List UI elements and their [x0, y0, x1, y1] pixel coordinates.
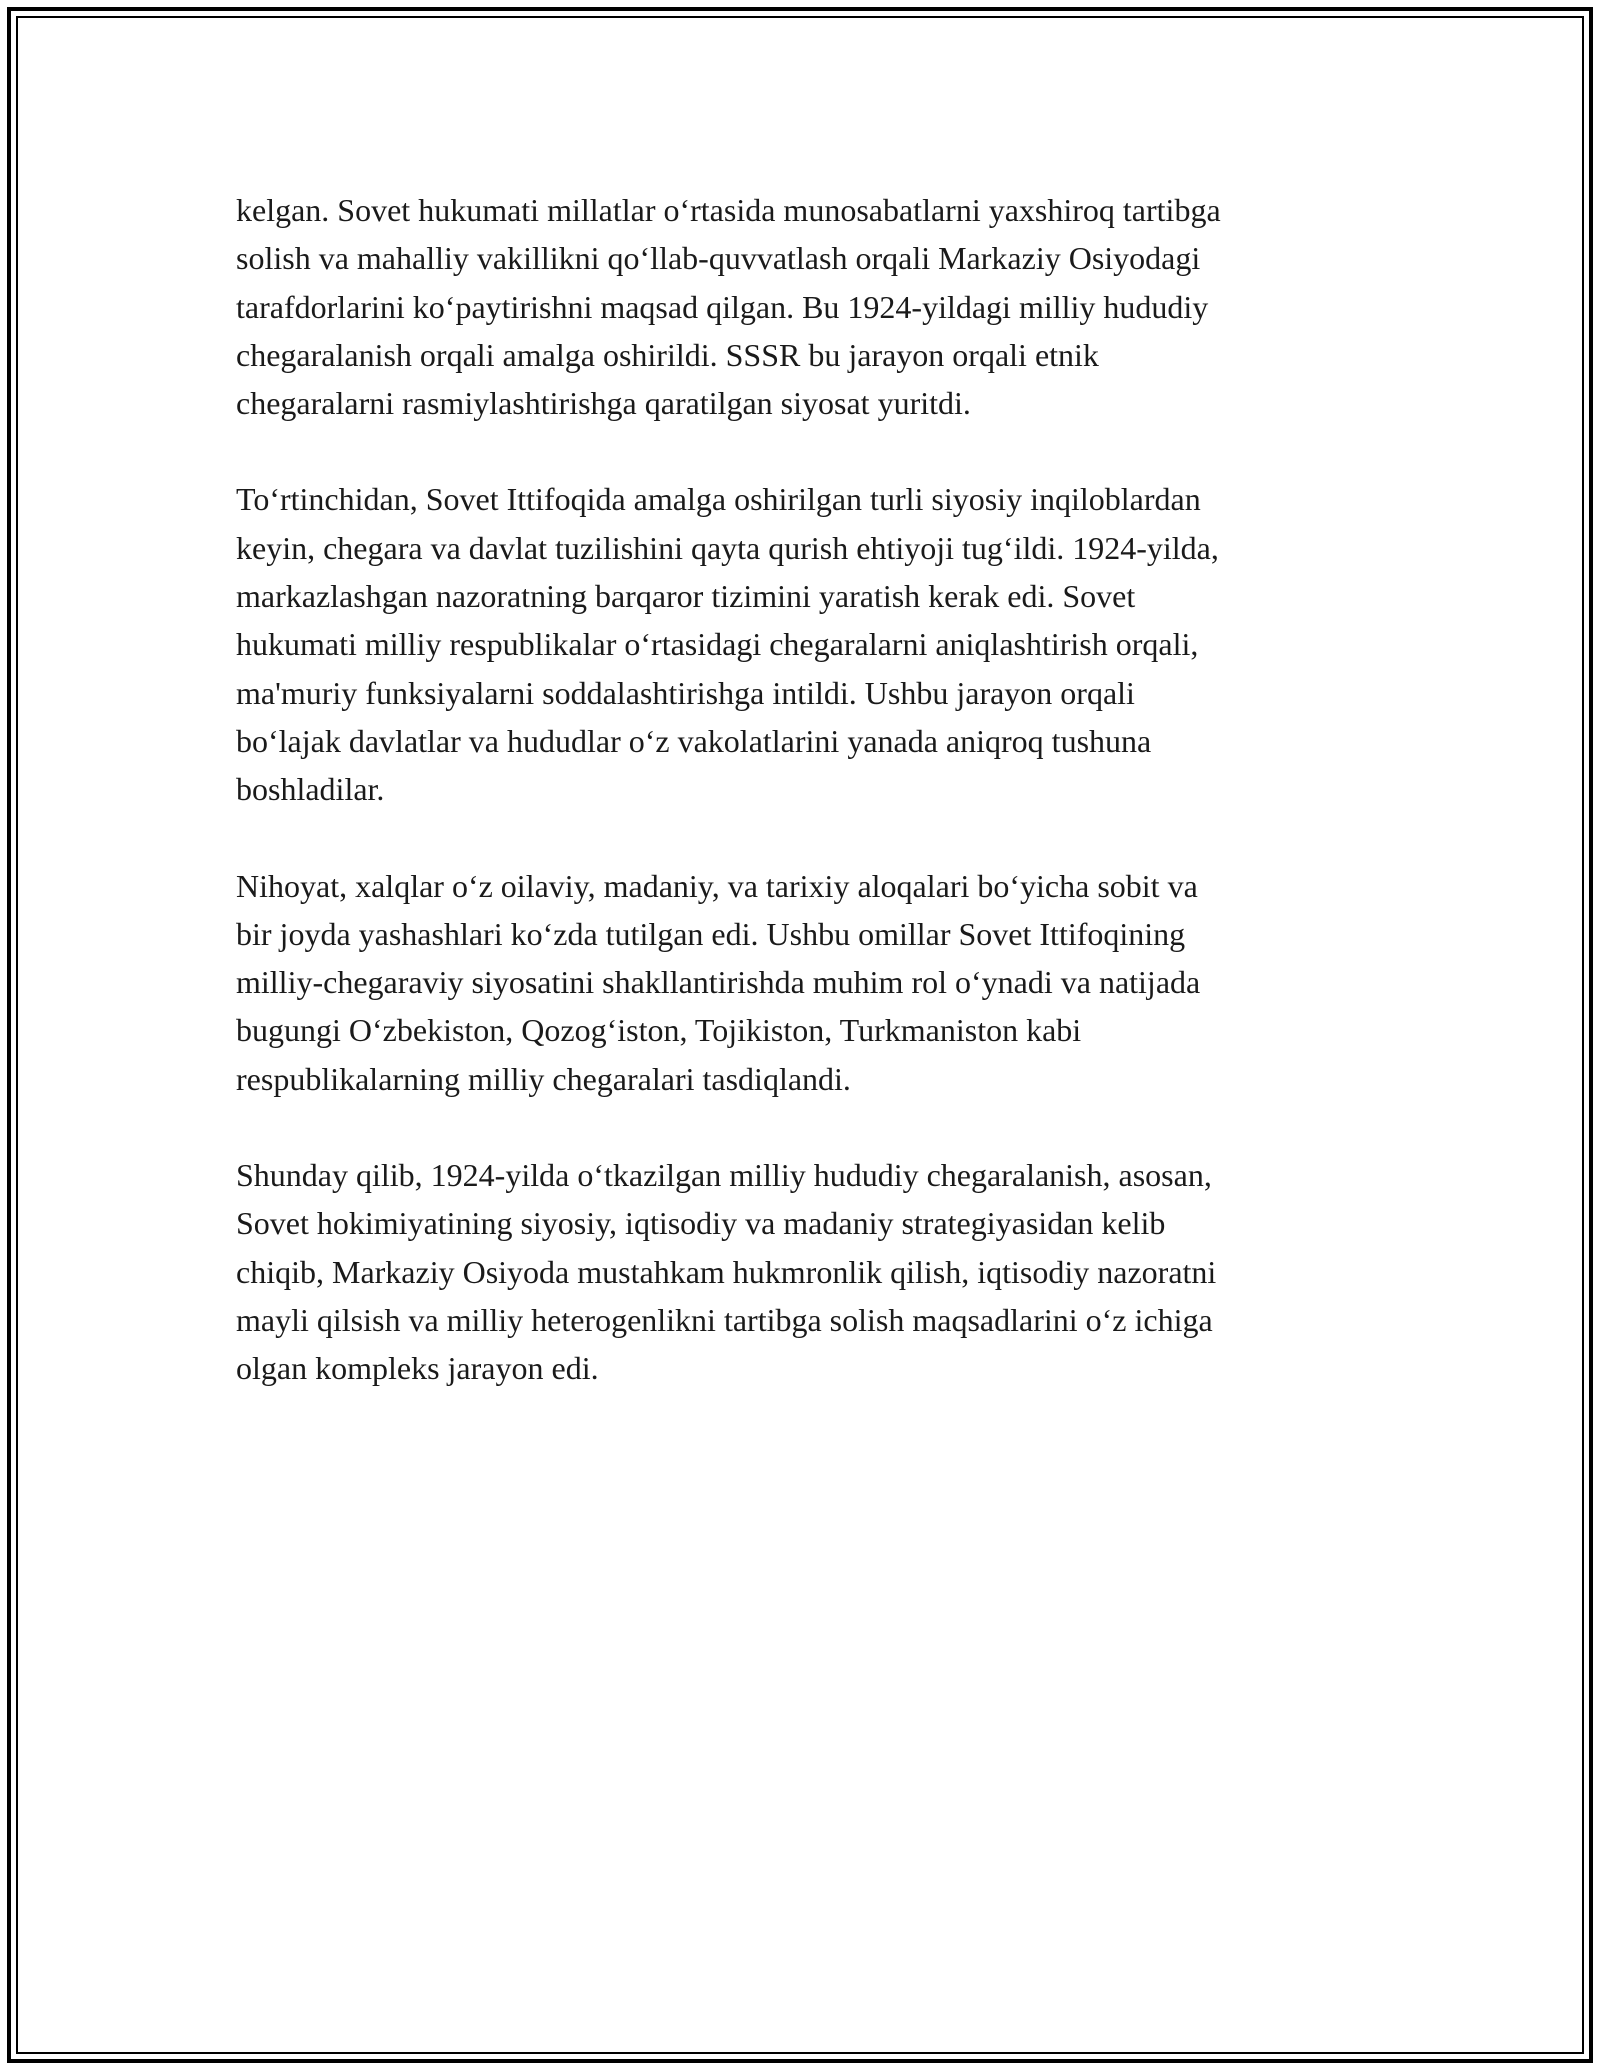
paragraph-3: Nihoyat, xalqlar o‘z oilaviy, madaniy, va tarixiy aloqalari bo‘yicha sobit va bir joyda yashashlari ko‘zda tutilgan edi. Ushbu omillar Sovet Ittifoqining milliy-chegaraviy siyosatini shakllantirishda muhim rol o‘ynadi va natijada bugungi O‘zbekiston, Qozog‘iston, Tojikiston, Turkmaniston kabi respublikalarning milliy chegaralari tasdiqlandi.	[236, 867, 1201, 1097]
paragraph-1: kelgan. Sovet hukumati millatlar o‘rtasida munosabatlarni yaxshiroq tartibga solish va mahalliy vakillikni qo‘llab-quvvatlash orqali Markaziy Osiyodagi tarafdorlarini ko‘paytirishni maqsad qilgan. Bu 1924-yildagi milliy hududiy chegaralanish orqali amalga oshirildi. SSSR bu jarayon orqali etnik chegaralarni rasmiylashtirishga qaratilgan siyosat yuritdi.	[236, 192, 1221, 422]
document-body	[236, 186, 1376, 1441]
paragraph-4: Shunday qilib, 1924-yilda o‘tkazilgan milliy hududiy chegaralanish, asosan, Sovet hokimiyatining siyosiy, iqtisodiy va madaniy strategiyasidan kelib chiqib, Markaziy Osiyoda mustahkam hukmronlik qilish, iqtisodiy nazoratni mayli qilsish va milliy heterogenlikni tartibga solish maqsadlarini o‘z ichiga olgan kompleks jarayon edi.	[236, 1157, 1217, 1387]
paragraph-2: To‘rtinchidan, Sovet Ittifoqida amalga oshirilgan turli siyosiy inqiloblardan keyin, chegara va davlat tuzilishini qayta qurish ehtiyoji tug‘ildi. 1924-yilda, markazlashgan nazoratning barqaror tizimini yaratish kerak edi. Sovet hukumati milliy respublikalar o‘rtasidagi chegaralarni aniqlashtirish orqali, ma'muriy funksiyalarni soddalashtirishga intildi. Ushbu jarayon orqali bo‘lajak davlatlar va hududlar o‘z vakolatlarini yanada aniqroq tushuna boshladilar.	[236, 481, 1219, 808]
